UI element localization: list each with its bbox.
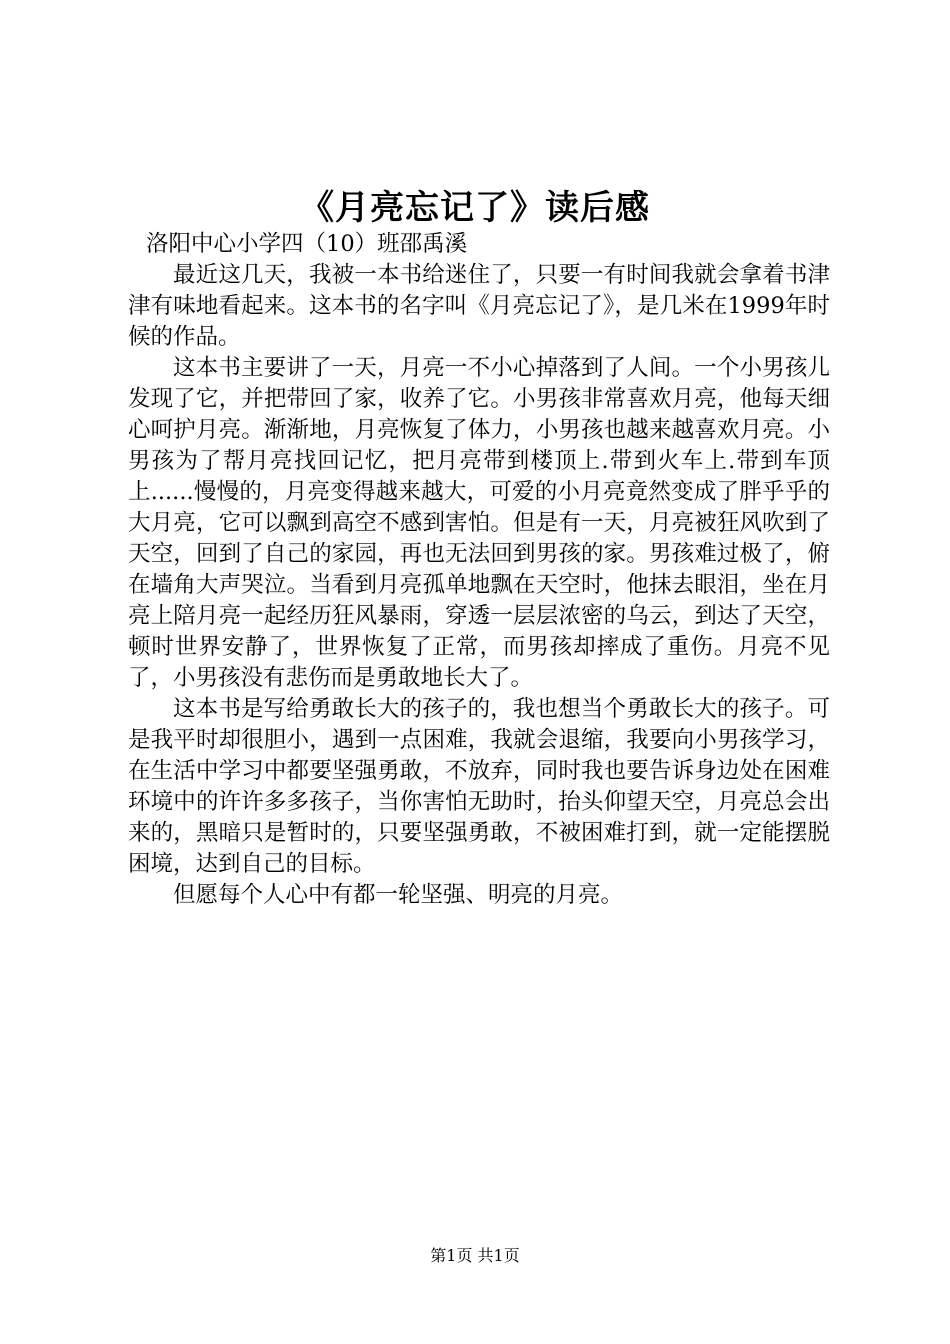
document-body xyxy=(128,229,830,911)
page-footer: 第1页 共1页 xyxy=(430,1246,520,1265)
paragraph-4: 但愿每个人心中有都一轮坚强、明亮的月亮。 xyxy=(173,882,624,908)
author-line: 洛阳中心小学四（10）班邵禹溪 xyxy=(146,231,468,257)
paragraph-3: 这本书是写给勇敢长大的孩子的，我也想当个勇敢长大的孩子。可是我平时却很胆小，遇到一点困难，我就会退缩，我要向小男孩学习，在生活中学习中都要坚强勇敢，不放弃，同时我也要告诉身边处在困难环境中的许许多多孩子，当你害怕无助时，抬头仰望天空，月亮总会出来的，黑暗只是暂时的，只要坚强勇敢，不被困难打到，就一定能摆脱困境，达到自己的目标。 xyxy=(128,696,830,877)
document-title: 《月亮忘记了》读后感 xyxy=(300,188,650,228)
paragraph-2: 这本书主要讲了一天，月亮一不小心掉落到了人间。一个小男孩儿发现了它，并把带回了家，收养了它。小男孩非常喜欢月亮，他每天细心呵护月亮。渐渐地，月亮恢复了体力，小男孩也越来越喜欢月亮。小男孩为了帮月亮找回记忆，把月亮带到楼顶上.带到火车上.带到车顶上......慢慢的，月亮变得越来越大，可爱的小月亮竟然变成了胖乎乎的大月亮，它可以飘到高空不感到害怕。但是有一天，月亮被狂风吹到了天空，回到了自己的家园，再也无法回到男孩的家。男孩难过极了，俯在墙角大声哭泣。当看到月亮孤单地飘在天空时，他抹去眼泪，坐在月亮上陪月亮一起经历狂风暴雨，穿透一层层浓密的乌云，到达了天空，顿时世界安静了，世界恢复了正常，而男孩却摔成了重伤。月亮不见了，小男孩没有悲伤而是勇敢地长大了。 xyxy=(128,355,830,691)
paragraph-1: 最近这几天，我被一本书给迷住了，只要一有时间我就会拿着书津津有味地看起来。这本书的名字叫《月亮忘记了》，是几米在1999年时候的作品。 xyxy=(128,262,830,350)
